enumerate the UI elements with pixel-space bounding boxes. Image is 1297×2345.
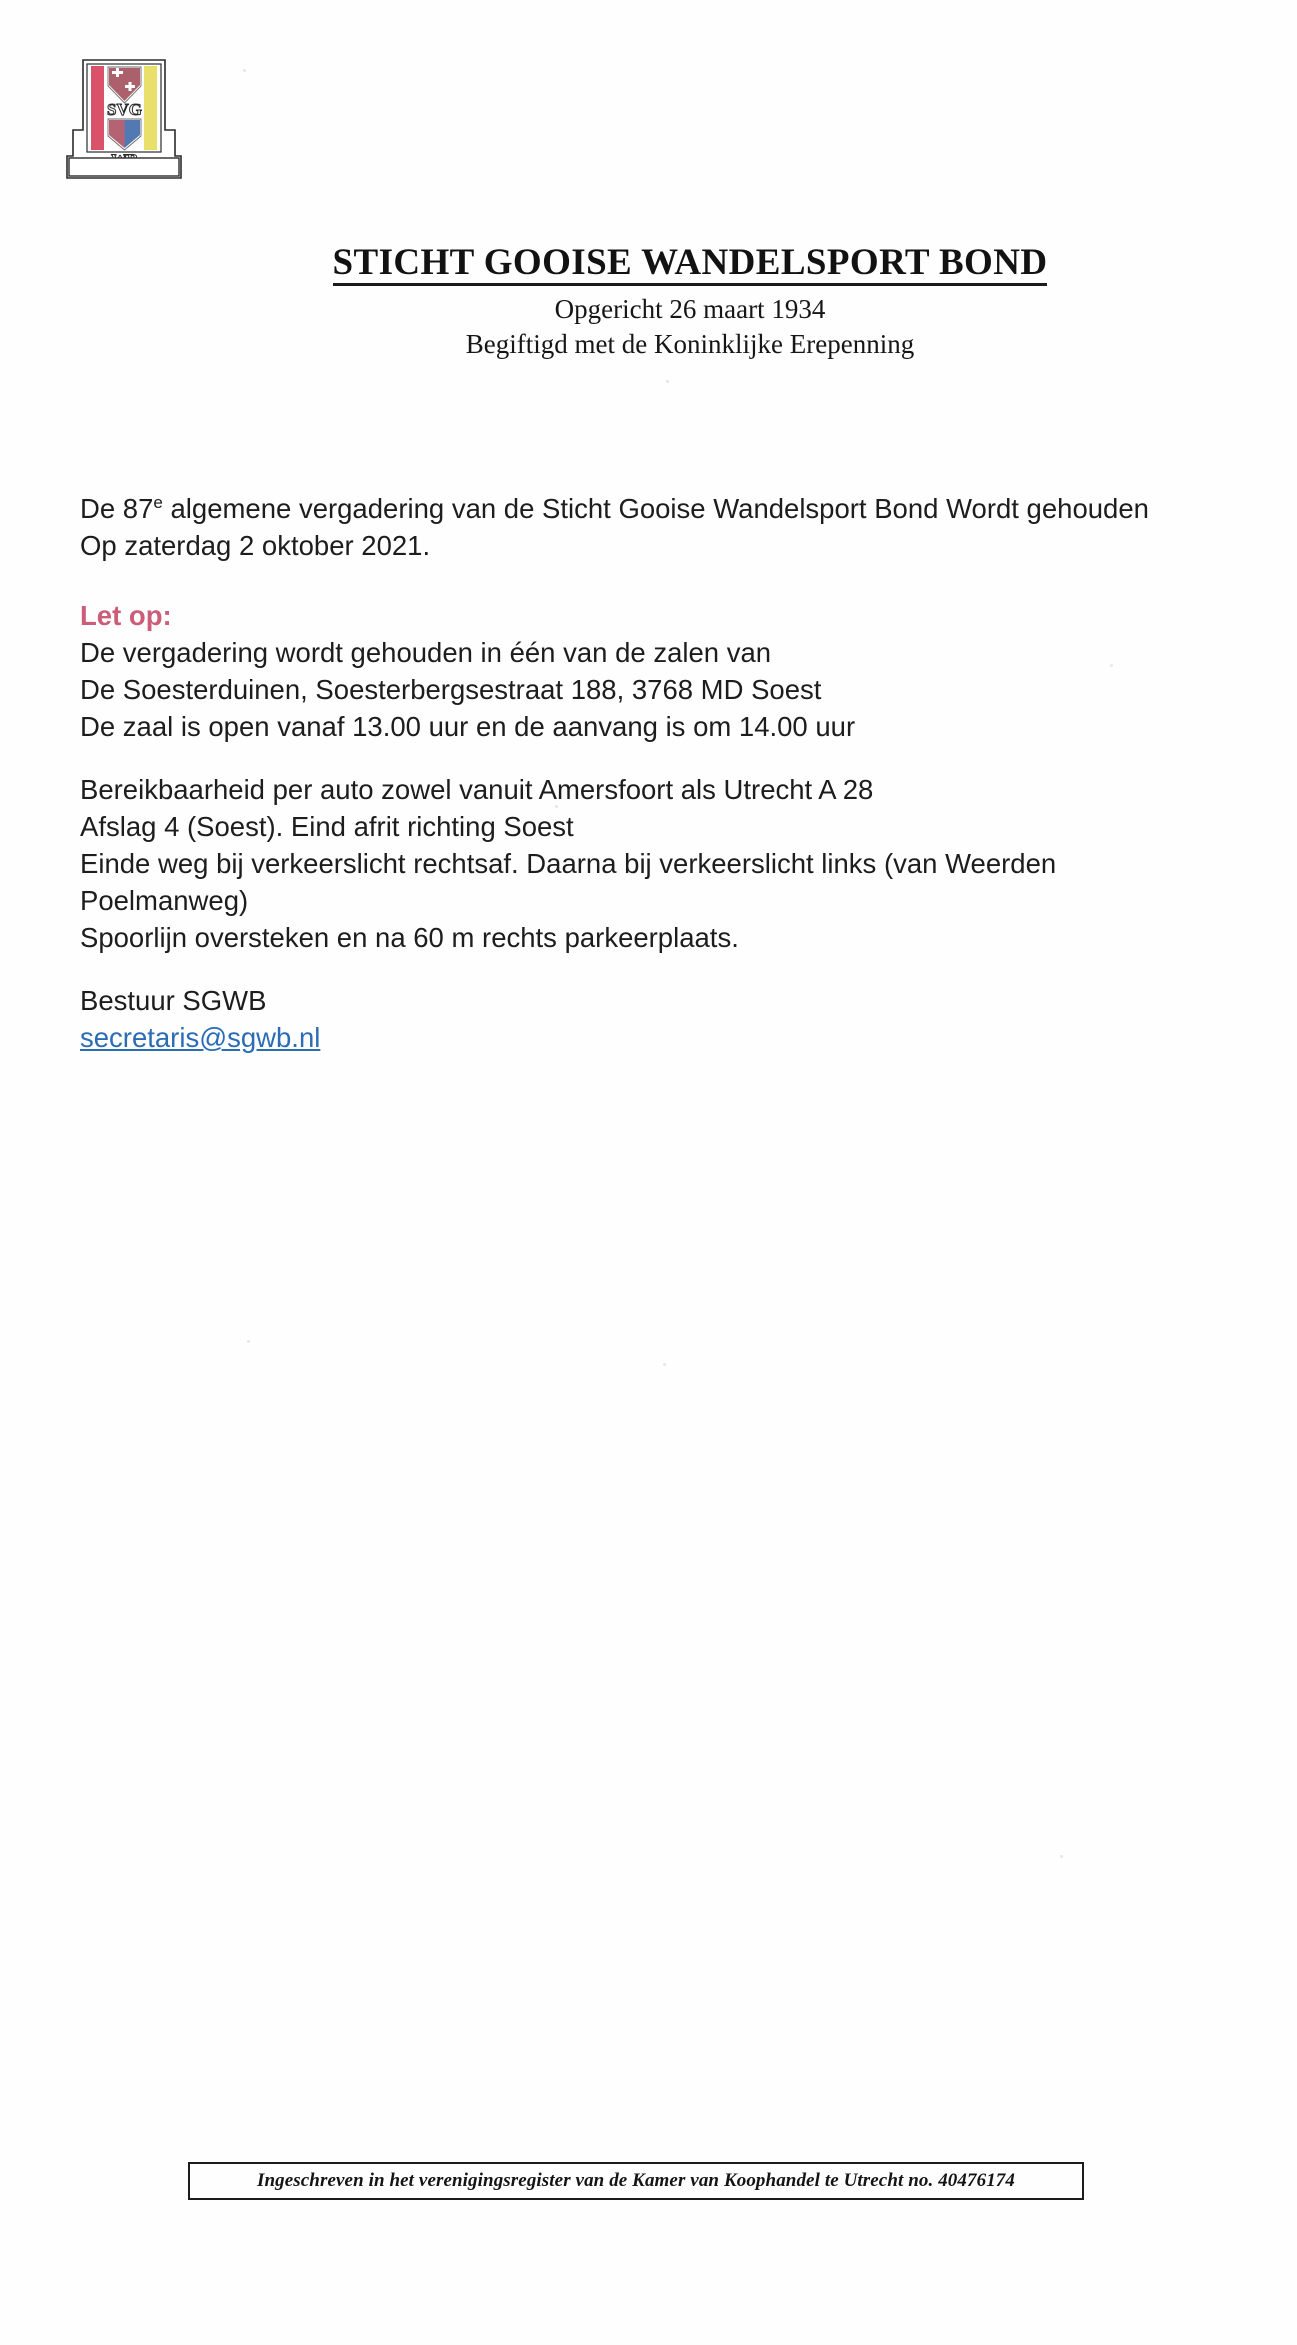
directions-line-parking: Spoorlijn oversteken en na 60 m rechts parkeerplaats. bbox=[80, 922, 739, 953]
registration-footer-text: Ingeschreven in het verenigingsregister van de Kamer van Koophandel te Utrecht no. 40476174 bbox=[256, 2170, 1016, 2191]
signature-board: Bestuur SGWB bbox=[80, 985, 267, 1016]
letterhead-title-block bbox=[190, 244, 1190, 362]
note-line-venue-address: De Soesterduinen, Soesterbergsestraat 188, 3768 MD Soest bbox=[80, 674, 822, 705]
ordinal-suffix: e bbox=[153, 492, 163, 512]
meeting-date: Op zaterdag 2 oktober 2021. bbox=[80, 530, 431, 561]
secretary-email-link[interactable]: secretaris@sgwb.nl bbox=[80, 1022, 321, 1053]
meeting-announcement bbox=[80, 490, 1220, 527]
directions-line-exit: Afslag 4 (Soest). Eind afrit richting Soest bbox=[80, 811, 574, 842]
scan-speckle bbox=[1060, 1855, 1063, 1858]
organisation-founded: Opgericht 26 maart 1934 bbox=[554, 294, 826, 325]
sgwb-coat-of-arms-icon bbox=[63, 52, 185, 182]
scan-speckle bbox=[247, 1340, 250, 1343]
signature-email-line bbox=[80, 1019, 1220, 1056]
announcement-prefix: De 87 bbox=[80, 493, 154, 524]
letterhead bbox=[0, 0, 1297, 370]
directions-line-route: Bereikbaarheid per auto zowel vanuit Amersfoort als Utrecht A 28 bbox=[80, 774, 874, 805]
organisation-title: STICHT GOOISE WANDELSPORT BOND bbox=[333, 244, 1048, 286]
letter-body bbox=[80, 490, 1220, 1056]
registration-footer-box bbox=[188, 2162, 1084, 2200]
directions-line-traffic-lights: Einde weg bij verkeerslicht rechtsaf. Daarna bij verkeerslicht links (van Weerden Poelmanweg) bbox=[80, 848, 1057, 916]
organisation-honour: Begiftigd met de Koninklijke Erepenning bbox=[465, 329, 915, 360]
note-line-times: De zaal is open vanaf 13.00 uur en de aanvang is om 14.00 uur bbox=[80, 711, 856, 742]
scan-speckle bbox=[663, 1363, 666, 1366]
svg-text:SVG: SVG bbox=[107, 100, 142, 119]
announcement-rest: algemene vergadering van de Sticht Gooise Wandelsport Bond Wordt gehouden bbox=[162, 493, 1149, 524]
note-line-venue-hall: De vergadering wordt gehouden in één van de zalen van bbox=[80, 637, 772, 668]
spacer bbox=[80, 745, 1220, 771]
spacer bbox=[80, 956, 1220, 982]
spacer bbox=[80, 564, 1220, 597]
note-label: Let op: bbox=[80, 600, 172, 631]
scan-speckle bbox=[666, 380, 669, 383]
